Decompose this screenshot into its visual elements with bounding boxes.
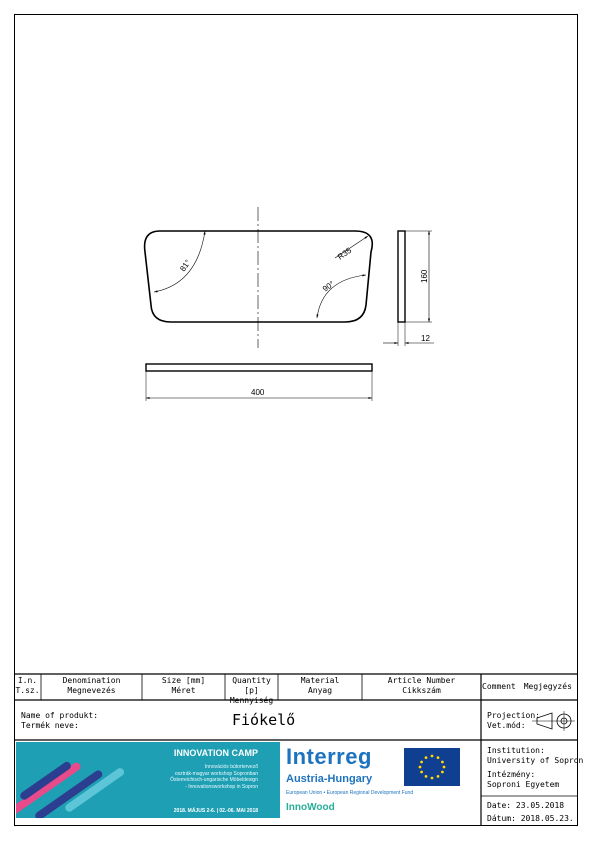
header-quantity: Quantity [p] Mennyiség (229, 676, 274, 705)
part-side-view (398, 231, 405, 322)
part-top-view (146, 364, 372, 371)
header-article-number: Article Number Cikkszám (387, 676, 456, 695)
part-front-view (145, 231, 373, 322)
innovation-camp-logo (16, 742, 280, 818)
camp-description: Innovációs bútortervező osztrák-magyar workshop Sopronban Österreichisch-ungarische Möbeldesign - Innovationsworkshop in Sopron (170, 764, 258, 790)
angle-left-label: 81° (178, 258, 193, 274)
interreg-region: Austria-Hungary (286, 773, 373, 785)
header-index: I.n. T.sz. (15, 676, 40, 695)
product-label: Name of produkt: Termék neve: (21, 711, 99, 730)
camp-dates: 2018. MÁJUS 2-6. | 02.-06. MAI 2018 (173, 808, 258, 814)
header-material: Material Anyag (300, 676, 340, 695)
radius-label: R35 (335, 245, 354, 262)
camp-title: INNOVATION CAMP (173, 748, 258, 758)
width-label: 400 (251, 388, 265, 397)
header-denomination: Denomination Megnevezés (62, 676, 121, 695)
institution-block: Institution: University of Sopron Intézmény: Soproni Egyetem (487, 746, 584, 789)
date-block: Date: 23.05.2018 Dátum: 2018.05.23. (487, 801, 574, 823)
interreg-wordmark: Interreg (286, 744, 372, 769)
interreg-logo (284, 744, 480, 818)
projection-label: Projection: Vet.mód: (487, 711, 540, 730)
header-comment: Comment Megjegyzés (482, 682, 572, 691)
angle-dimension-right (317, 275, 366, 318)
innowood-name: InnoWood (286, 802, 335, 813)
product-name: Fiókelő (232, 711, 296, 729)
angle-right-label: 90° (320, 279, 337, 294)
angle-dimension-left (154, 231, 205, 292)
thickness-label: 12 (421, 334, 430, 343)
eu-flag-icon (404, 748, 460, 786)
header-size: Size [mm] Méret (161, 676, 206, 695)
height-label: 160 (420, 269, 429, 283)
interreg-fund: European Union • European Regional Development Fund (286, 790, 414, 796)
